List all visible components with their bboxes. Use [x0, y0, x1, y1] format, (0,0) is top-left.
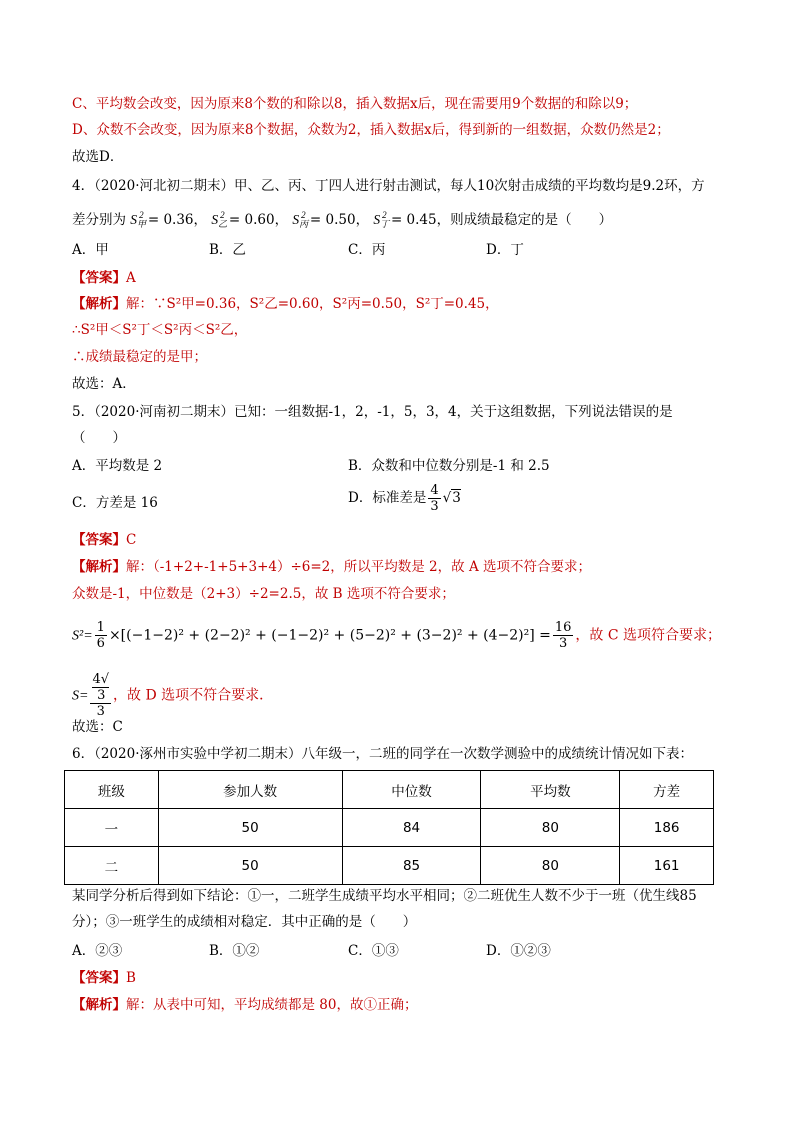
q4-analysis1: 解：∵S²甲=0.36，S²乙=0.60，S²丙=0.50，S²丁=0.45，	[126, 296, 499, 312]
q5-answer: C	[126, 532, 137, 548]
q4-option-a: A．甲	[72, 242, 109, 258]
variance-symbol: S²=	[72, 628, 93, 644]
fraction-1-6: $\frac{1}{6}$	[96, 620, 105, 651]
table-cell: 一	[65, 809, 159, 847]
table-row	[65, 809, 714, 847]
q5-text-line2: （ ）	[72, 430, 126, 446]
fraction-4-3: $\frac{4}{3}$	[430, 483, 439, 514]
q4-prefix: 差分别为	[72, 212, 126, 228]
table-cell: 80	[481, 847, 620, 885]
answer-tag: 【答案】	[72, 970, 126, 986]
variance-expression: ×[(−1−2)² + (2−2)² + (−1−2)² + (5−2)² + (3−2)² + (4−2)²] =	[108, 627, 551, 644]
answer-tag: 【答案】	[72, 532, 126, 548]
q4-text-line2: 差分别为 $S_甲^2 = 0.36$， $S_乙^2 = 0.60$， $S_丙^2 = 0.50$， $S_丁^2 = 0.45$，则成绩最稳定的是（ ）	[72, 210, 613, 229]
option-d-explanation: D、众数不会改变，因为原来8个数据，众数为2，插入数据x后，得到新的一组数据，众数仍然是2；	[72, 122, 670, 138]
sqrt-icon: √3	[442, 490, 461, 506]
option-c-explanation: C、平均数会改变，因为原来8个数的和除以8，插入数据x后，现在需要用9个数据的和除以9；	[72, 96, 638, 112]
q5-analysis1: 解：（-1+2+-1+5+3+4）÷6=2，所以平均数是 2，故 A 选项不符合要求；	[126, 559, 591, 575]
fraction-16-3: $\frac{16}{3}$	[554, 620, 572, 651]
table-cell: 161	[620, 847, 714, 885]
analysis-tag: 【解析】	[72, 296, 126, 312]
table-cell: 84	[342, 809, 481, 847]
q5-option-b: B．众数和中位数分别是-1 和 2.5	[348, 458, 550, 474]
table-cell: 85	[342, 847, 481, 885]
table-header-cell: 平均数	[481, 771, 620, 809]
q6-option-d: D．①②③	[486, 943, 551, 959]
q5-answer-line	[72, 530, 136, 550]
q4-var-yi: = 0.60	[228, 212, 275, 228]
q4-option-d: D．丁	[486, 242, 524, 258]
q6-after-line1: 某同学分析后得到如下结论：①一，二班学生成绩平均水平相同；②二班优生人数不少于一班（优生线85	[72, 888, 697, 904]
table-header-cell: 方差	[620, 771, 714, 809]
q6-option-a: A．②③	[72, 943, 123, 959]
q4-analysis-line2: ∴S²甲＜S²丁＜S²丙＜S²乙，	[72, 322, 248, 338]
table-row	[65, 847, 714, 885]
q4-var-bing: = 0.50	[309, 212, 356, 228]
table-header-cell: 班级	[65, 771, 159, 809]
q6-text: 6．（2020·涿州市实验中学初二期末）八年级一，二班的同学在一次数学测验中的成绩统计情况如下表：	[72, 746, 693, 762]
q5-analysis-line2: 众数是-1，中位数是（2+3）÷2=2.5，故 B 选项不符合要求；	[72, 586, 455, 602]
table-cell: 二	[65, 847, 159, 885]
q5-option-c: C．方差是 16	[72, 495, 158, 511]
q5-option-d-prefix: D．标准差是	[348, 490, 427, 506]
q4-var-ding: = 0.45	[390, 212, 437, 228]
q4-analysis-line1	[72, 294, 499, 314]
q6-after-line2: 分）；③一班学生的成绩相对稳定．其中正确的是（ ）	[72, 914, 417, 930]
answer-tag: 【答案】	[72, 270, 126, 286]
table-header-cell: 中位数	[342, 771, 481, 809]
q4-analysis-line3: ∴成绩最稳定的是甲；	[72, 349, 207, 365]
q4-suffix: ，则成绩最稳定的是（ ）	[436, 212, 613, 228]
table-header-row	[65, 771, 714, 809]
q4-var-jia: = 0.36	[147, 212, 194, 228]
q4-answer-line	[72, 268, 136, 288]
q6-analysis-line1	[72, 995, 417, 1015]
stats-table	[64, 770, 714, 885]
q4-var-jia-symbol: $S_甲^2$	[130, 210, 147, 229]
q5-option-a: A．平均数是 2	[72, 458, 163, 474]
analysis-tag: 【解析】	[72, 997, 126, 1013]
q4-option-c: C．丙	[348, 242, 386, 258]
table-cell: 80	[481, 809, 620, 847]
choose-d: 故选D．	[72, 149, 124, 165]
q5-text-line1: 5．（2020·河南初二期末）已知：一组数据-1，2，-1，5，3，4，关于这组数据，下列说法错误的是	[72, 404, 673, 420]
q4-choose: 故选：A．	[72, 376, 136, 392]
q5-std-suffix: ，故 D 选项不符合要求．	[113, 687, 274, 704]
table-cell: 50	[158, 847, 342, 885]
q4-var-yi-symbol: $S_乙^2$	[211, 210, 228, 229]
table-cell: 50	[158, 809, 342, 847]
q5-option-d	[348, 483, 461, 514]
q5-variance-formula	[72, 620, 721, 651]
q5-formula-suffix: ，故 C 选项符合要求；	[575, 627, 722, 644]
std-symbol: S=	[72, 688, 89, 704]
q5-analysis-line1	[72, 557, 591, 577]
fraction-4sqrt3-3: 4√ 3 3	[92, 672, 110, 719]
table-cell: 186	[620, 809, 714, 847]
q4-var-ding-symbol: $S_丁^2$	[373, 210, 390, 229]
q5-std-formula	[72, 672, 273, 719]
q4-var-bing-symbol: $S_丙^2$	[292, 210, 309, 229]
q4-answer: A	[126, 270, 136, 286]
q6-option-b: B．①②	[209, 943, 260, 959]
table-header-cell: 参加人数	[158, 771, 342, 809]
analysis-tag: 【解析】	[72, 559, 126, 575]
q6-option-c: C．①③	[348, 943, 399, 959]
q6-answer: B	[126, 970, 136, 986]
q5-choose: 故选：C	[72, 719, 123, 735]
q4-text-line1: 4．（2020·河北初二期末）甲、乙、丙、丁四人进行射击测试，每人10次射击成绩的平均数均是9.2环，方	[72, 178, 705, 194]
q6-analysis1: 解：从表中可知，平均成绩都是 80，故①正确；	[126, 997, 418, 1013]
q6-answer-line	[72, 968, 136, 988]
q4-option-b: B．乙	[209, 242, 246, 258]
